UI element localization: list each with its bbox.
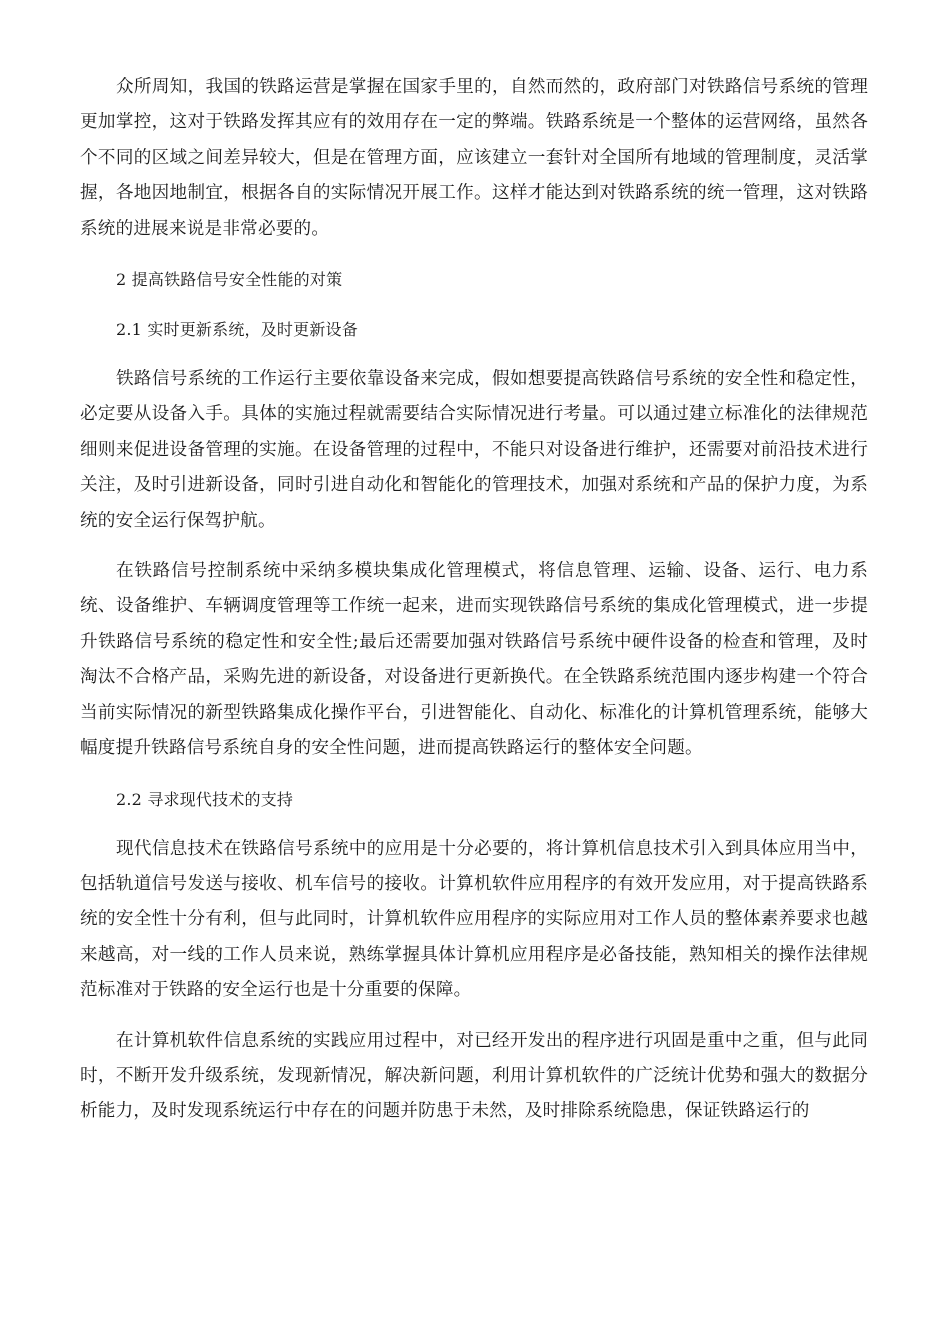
body-paragraph: 众所周知，我国的铁路运营是掌握在国家手里的，自然而然的，政府部门对铁路信号系统的管理更加掌控，这对于铁路发挥其应有的效用存在一定的弊端。铁路系统是一个整体的运营网络，虽然各个不同的区域之间差异较大，但是在管理方面，应该建立一套针对全国所有地域的管理制度，灵活掌握，各地因地制宜，根据各自的实际情况开展工作。这样才能达到对铁路系统的统一管理，这对铁路系统的进展来说是非常必要的。 bbox=[80, 77, 868, 239]
document-page bbox=[80, 70, 868, 1145]
section-heading: 2 提高铁路信号安全性能的对策 bbox=[116, 270, 343, 290]
body-paragraph: 现代信息技术在铁路信号系统中的应用是十分必要的，将计算机信息技术引入到具体应用当中，包括轨道信号发送与接收、机车信号的接收。计算机软件应用程序的有效开发应用，对于提高铁路系统的安全性十分有利，但与此同时，计算机软件应用程序的实际应用对工作人员的整体素养要求也越来越高，对一线的工作人员来说，熟练掌握具体计算机应用程序是必备技能，熟知相关的操作法律规范标准对于铁路的安全运行也是十分重要的保障。 bbox=[80, 838, 868, 1001]
body-paragraph: 在铁路信号控制系统中采纳多模块集成化管理模式，将信息管理、运输、设备、运行、电力系统、设备维护、车辆调度管理等工作统一起来，进而实现铁路信号系统的集成化管理模式，进一步提升铁路信号系统的稳定性和安全性;最后还需要加强对铁路信号系统中硬件设备的检查和管理，及时淘汰不合格产品，采购先进的新设备，对设备进行更新换代。在全铁路系统范围内逐步构建一个符合当前实际情况的新型铁路集成化操作平台，引进智能化、自动化、标准化的计算机管理系统，能够大幅度提升铁路信号系统自身的安全性问题，进而提高铁路运行的整体安全问题。 bbox=[80, 561, 868, 759]
subsection-heading: 2.1 实时更新系统，及时更新设备 bbox=[116, 320, 358, 340]
subsection-heading: 2.2 寻求现代技术的支持 bbox=[116, 789, 294, 809]
body-paragraph: 铁路信号系统的工作运行主要依靠设备来完成，假如想要提高铁路信号系统的安全性和稳定性，必定要从设备入手。具体的实施过程就需要结合实际情况进行考量。可以通过建立标准化的法律规范细则来促进设备管理的实施。在设备管理的过程中，不能只对设备进行维护，还需要对前沿技术进行关注，及时引进新设备，同时引进自动化和智能化的管理技术，加强对系统和产品的保护力度，为系统的安全运行保驾护航。 bbox=[80, 369, 868, 531]
body-paragraph: 在计算机软件信息系统的实践应用过程中，对已经开发出的程序进行巩固是重中之重，但与此同时，不断开发升级系统，发现新情况，解决新问题，利用计算机软件的广泛统计优势和强大的数据分析能力，及时发现系统运行中存在的问题并防患于未然，及时排除系统隐患，保证铁路运行的 bbox=[80, 1030, 868, 1122]
